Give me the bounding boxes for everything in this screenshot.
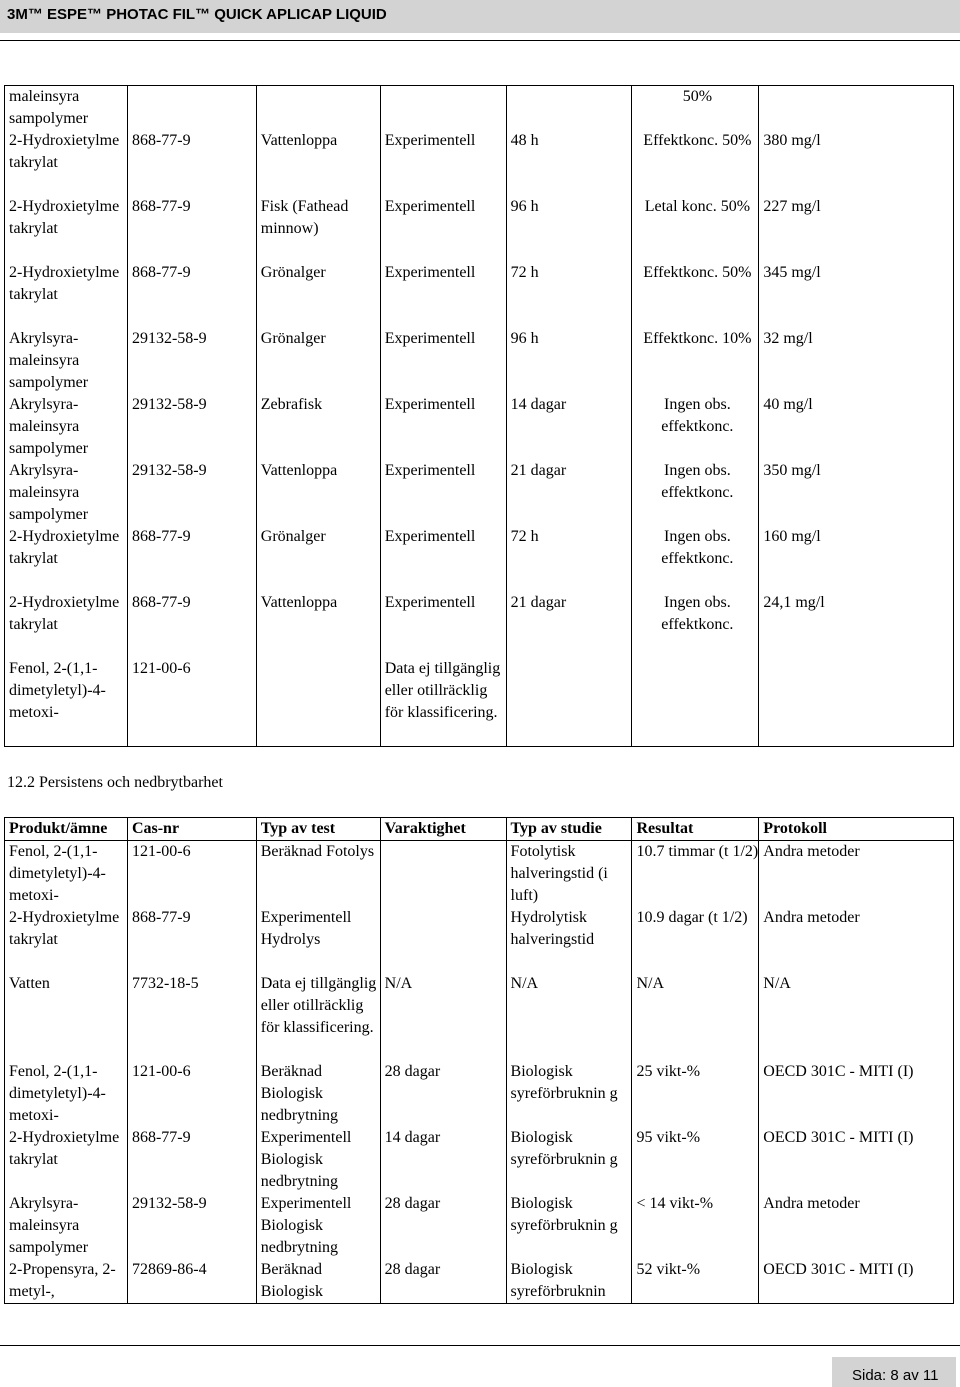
product-cell: Akrylsyra-maleinsyra sampolymer [9, 396, 89, 457]
duration-cell [506, 658, 632, 746]
column-header: Resultat [632, 818, 759, 841]
table-row [5, 1061, 954, 1127]
test-type-cell: Data ej tillgänglig eller otillräcklig för klassificering. [380, 658, 506, 746]
document-header [0, 0, 960, 33]
protocol-cell: OECD 301C - MITI (I) [759, 1127, 954, 1193]
test-type-cell: Beräknad Biologisk nedbrytning [256, 1061, 380, 1127]
test-type-cell: Experimentell [380, 196, 506, 262]
cas-cell: 868-77-9 [127, 592, 256, 658]
protocol-cell: Andra metoder [759, 907, 954, 973]
organism-cell: Vattenloppa [256, 592, 380, 658]
cas-cell [127, 86, 256, 131]
duration-cell [506, 86, 632, 131]
endpoint-cell: Letal konc. 50% [632, 196, 759, 262]
product-cell: 2-Hydroxietylme takrylat [9, 1129, 120, 1168]
table-row [5, 1193, 954, 1259]
product-cell: Vatten [9, 975, 50, 992]
table-row [5, 86, 954, 131]
duration-cell: 72 h [506, 262, 632, 328]
test-type-cell: Experimentell [380, 526, 506, 592]
endpoint-cell: Ingen obs. effektkonc. [632, 526, 759, 592]
table-row [5, 658, 954, 746]
column-header: Typ av studie [506, 818, 632, 841]
table-row [5, 592, 954, 658]
table-row [5, 328, 954, 394]
result-cell: 10.7 timmar (t 1/2) [632, 841, 759, 908]
product-cell: Akrylsyra-maleinsyra sampolymer [9, 462, 89, 523]
duration-cell [380, 907, 506, 973]
duration-cell: N/A [380, 973, 506, 1061]
result-cell: 10.9 dagar (t 1/2) [632, 907, 759, 973]
product-cell: 2-Hydroxietylme takrylat [9, 594, 120, 633]
column-header: Varaktighet [380, 818, 506, 841]
result-cell: 380 mg/l [759, 130, 954, 196]
test-type-cell: Experimentell [380, 592, 506, 658]
product-cell: Akrylsyra-maleinsyra sampolymer [9, 1195, 89, 1256]
product-cell: Akrylsyra-maleinsyra sampolymer [9, 330, 89, 391]
endpoint-cell: Effektkonc. 50% [632, 130, 759, 196]
result-cell: 25 vikt-% [632, 1061, 759, 1127]
product-cell: 2-Hydroxietylme takrylat [9, 132, 120, 171]
duration-cell: 96 h [506, 196, 632, 262]
duration-cell: 14 dagar [506, 394, 632, 460]
cas-cell: 868-77-9 [127, 196, 256, 262]
duration-cell: 28 dagar [380, 1259, 506, 1304]
duration-cell: 96 h [506, 328, 632, 394]
cas-cell: 29132-58-9 [127, 1193, 256, 1259]
result-cell: 40 mg/l [759, 394, 954, 460]
cas-cell: 29132-58-9 [127, 394, 256, 460]
study-type-cell: N/A [506, 973, 632, 1061]
table-row [5, 130, 954, 196]
cas-cell: 868-77-9 [127, 526, 256, 592]
result-cell: < 14 vikt-% [632, 1193, 759, 1259]
product-cell: Fenol, 2-(1,1-dimetyletyl)-4-metoxi- [9, 843, 106, 904]
cas-cell: 121-00-6 [127, 841, 256, 908]
protocol-cell: N/A [759, 973, 954, 1061]
study-type-cell: Biologisk syreförbruknin g [506, 1061, 632, 1127]
duration-cell: 28 dagar [380, 1061, 506, 1127]
test-type-cell: Experimentell [380, 130, 506, 196]
organism-cell [256, 658, 380, 746]
table-row [5, 907, 954, 973]
cas-cell: 72869-86-4 [127, 1259, 256, 1304]
result-cell: 52 vikt-% [632, 1259, 759, 1304]
table-row [5, 1259, 954, 1304]
cas-cell: 121-00-6 [127, 1061, 256, 1127]
duration-cell: 72 h [506, 526, 632, 592]
test-type-cell: Beräknad Fotolys [256, 841, 380, 908]
product-cell: 2-Propensyra, 2-metyl-, [9, 1261, 116, 1300]
table-row [5, 1127, 954, 1193]
column-header: Protokoll [759, 818, 954, 841]
organism-cell: Vattenloppa [256, 130, 380, 196]
duration-cell: 21 dagar [506, 592, 632, 658]
endpoint-cell: 50% [632, 86, 759, 131]
page-number: Sida: 8 av 11 [852, 1367, 939, 1384]
result-cell [759, 658, 954, 746]
study-type-cell: Biologisk syreförbruknin g [506, 1193, 632, 1259]
result-cell: 227 mg/l [759, 196, 954, 262]
table-row [5, 973, 954, 1061]
result-cell: 32 mg/l [759, 328, 954, 394]
cas-cell: 868-77-9 [127, 262, 256, 328]
cas-cell: 121-00-6 [127, 658, 256, 746]
table-header-row [5, 818, 954, 841]
product-cell: 2-Hydroxietylme takrylat [9, 264, 120, 303]
organism-cell: Fisk (Fathead minnow) [256, 196, 380, 262]
result-cell: N/A [632, 973, 759, 1061]
table-row [5, 196, 954, 262]
protocol-cell: Andra metoder [759, 841, 954, 908]
test-type-cell: Experimentell [380, 262, 506, 328]
document-title: 3M™ ESPE™ PHOTAC FIL™ QUICK APLICAP LIQUID [7, 6, 387, 23]
duration-cell [380, 841, 506, 908]
cas-cell: 868-77-9 [127, 130, 256, 196]
column-header: Typ av test [256, 818, 380, 841]
cas-cell: 29132-58-9 [127, 460, 256, 526]
table-row [5, 526, 954, 592]
table-row [5, 262, 954, 328]
test-type-cell: Experimentell [380, 394, 506, 460]
duration-cell: 28 dagar [380, 1193, 506, 1259]
result-cell: 95 vikt-% [632, 1127, 759, 1193]
duration-cell: 21 dagar [506, 460, 632, 526]
test-type-cell [380, 86, 506, 131]
header-divider [0, 40, 960, 41]
protocol-cell: Andra metoder [759, 1193, 954, 1259]
section-title-persistence: 12.2 Persistens och nedbrytbarhet [7, 774, 223, 791]
ecotoxicity-table [4, 85, 954, 747]
result-cell: 24,1 mg/l [759, 592, 954, 658]
study-type-cell: Fotolytisk halveringstid (i luft) [506, 841, 632, 908]
product-cell: 2-Hydroxietylme takrylat [9, 909, 120, 948]
column-header: Produkt/ämne [5, 818, 128, 841]
cas-cell: 868-77-9 [127, 907, 256, 973]
product-cell: 2-Hydroxietylme takrylat [9, 198, 120, 237]
test-type-cell: Experimentell Biologisk nedbrytning [256, 1193, 380, 1259]
result-cell [759, 86, 954, 131]
product-cell: 2-Hydroxietylme takrylat [9, 528, 120, 567]
column-header: Cas-nr [127, 818, 256, 841]
cas-cell: 868-77-9 [127, 1127, 256, 1193]
test-type-cell: Experimentell Hydrolys [256, 907, 380, 973]
cas-cell: 7732-18-5 [127, 973, 256, 1061]
test-type-cell: Experimentell [380, 328, 506, 394]
test-type-cell: Experimentell [380, 460, 506, 526]
protocol-cell: OECD 301C - MITI (I) [759, 1061, 954, 1127]
study-type-cell: Hydrolytisk halveringstid [506, 907, 632, 973]
table-row [5, 460, 954, 526]
endpoint-cell: Ingen obs. effektkonc. [632, 460, 759, 526]
organism-cell: Grönalger [256, 526, 380, 592]
table-row [5, 841, 954, 908]
endpoint-cell: Ingen obs. effektkonc. [632, 592, 759, 658]
endpoint-cell: Effektkonc. 10% [632, 328, 759, 394]
duration-cell: 14 dagar [380, 1127, 506, 1193]
page-footer [832, 1357, 956, 1387]
test-type-cell: Beräknad Biologisk [256, 1259, 380, 1304]
table-row [5, 394, 954, 460]
duration-cell: 48 h [506, 130, 632, 196]
organism-cell: Grönalger [256, 328, 380, 394]
study-type-cell: Biologisk syreförbruknin [506, 1259, 632, 1304]
organism-cell: Zebrafisk [256, 394, 380, 460]
endpoint-cell: Ingen obs. effektkonc. [632, 394, 759, 460]
organism-cell: Grönalger [256, 262, 380, 328]
endpoint-cell [632, 658, 759, 746]
organism-cell [256, 86, 380, 131]
study-type-cell: Biologisk syreförbruknin g [506, 1127, 632, 1193]
cas-cell: 29132-58-9 [127, 328, 256, 394]
result-cell: 160 mg/l [759, 526, 954, 592]
footer-divider [0, 1345, 960, 1346]
result-cell: 345 mg/l [759, 262, 954, 328]
persistence-table [4, 817, 954, 1304]
test-type-cell: Data ej tillgänglig eller otillräcklig för klassificering. [256, 973, 380, 1061]
product-cell: Fenol, 2-(1,1-dimetyletyl)-4-metoxi- [9, 1063, 106, 1124]
test-type-cell: Experimentell Biologisk nedbrytning [256, 1127, 380, 1193]
product-cell: maleinsyra sampolymer [9, 88, 89, 127]
endpoint-cell: Effektkonc. 50% [632, 262, 759, 328]
protocol-cell: OECD 301C - MITI (I) [759, 1259, 954, 1304]
organism-cell: Vattenloppa [256, 460, 380, 526]
product-cell: Fenol, 2-(1,1-dimetyletyl)-4-metoxi- [9, 660, 106, 721]
result-cell: 350 mg/l [759, 460, 954, 526]
